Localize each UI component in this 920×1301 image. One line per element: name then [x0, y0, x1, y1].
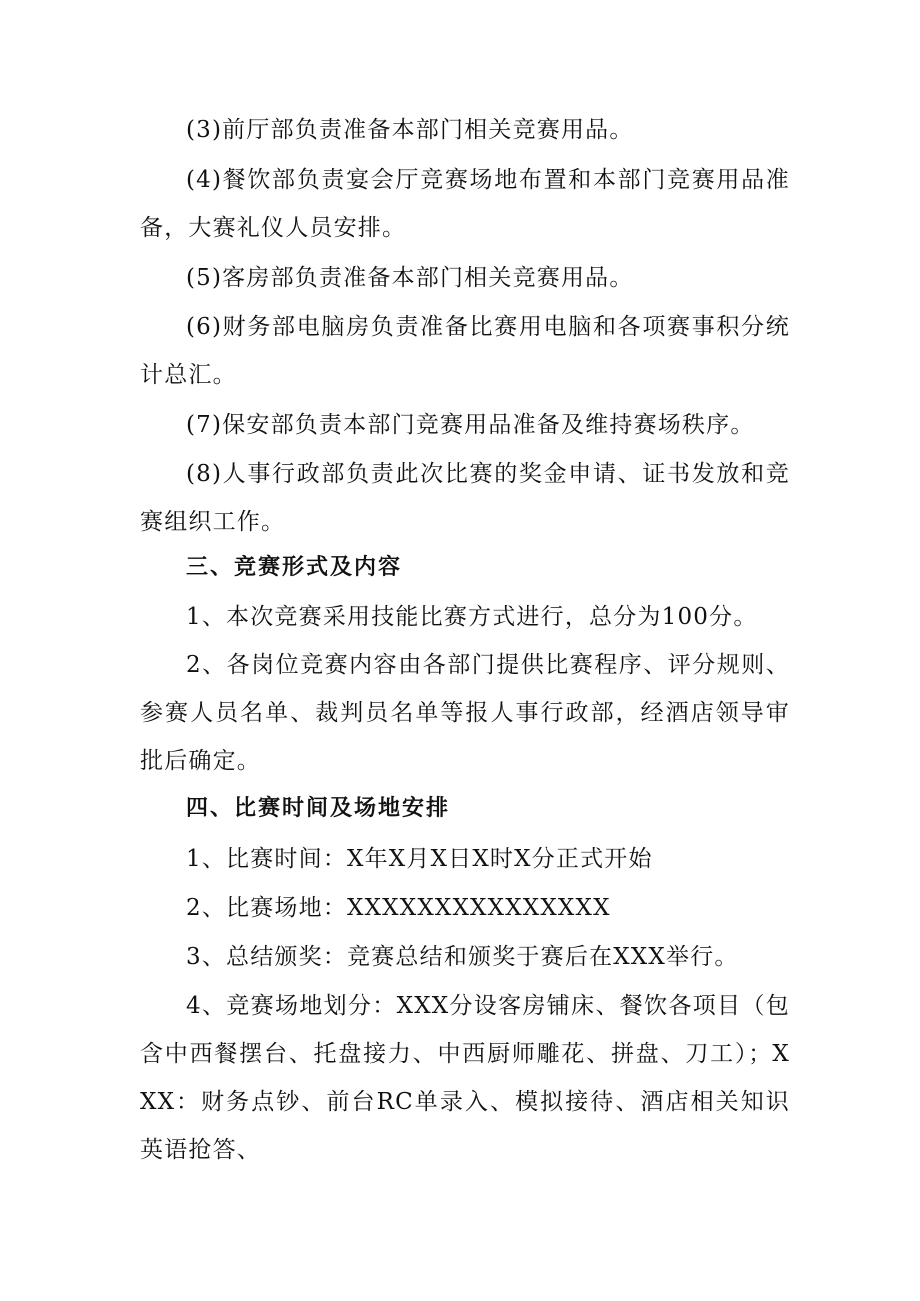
paragraph-venue-allocation: 4、竞赛场地划分：XXX分设客房铺床、餐饮各项目（包含中西餐摆台、托盘接力、中西厨师雕花、拼盘、刀工）；XXX：财务点钞、前台RC单录入、模拟接待、酒店相关知识英语抢答、: [140, 993, 790, 1163]
paragraph-finance-duty: (6)财务部电脑房负责准备比赛用电脑和各项赛事积分统计总汇。: [140, 314, 790, 388]
paragraph-catering-duty: (4)餐饮部负责宴会厅竞赛场地布置和本部门竞赛用品准备，大赛礼仪人员安排。: [140, 167, 790, 241]
paragraph-housekeeping-duty: (5)客房部负责准备本部门相关竞赛用品。: [186, 265, 634, 291]
paragraph-front-office-duty: (3)前厅部负责准备本部门相关竞赛用品。: [186, 117, 634, 143]
paragraph-security-duty: (7)保安部负责本部门竞赛用品准备及维持赛场秩序。: [186, 412, 755, 438]
section-heading-schedule-venue: 四、比赛时间及场地安排: [186, 796, 451, 821]
paragraph-scoring-method: 1、本次竞赛采用技能比赛方式进行，总分为100分。: [186, 604, 758, 630]
paragraph-competition-time: 1、比赛时间：X年X月X日X时X分正式开始: [186, 846, 653, 872]
paragraph-competition-venue: 2、比赛场地：XXXXXXXXXXXXXXX: [186, 895, 611, 921]
paragraph-competition-content: 2、各岗位竞赛内容由各部门提供比赛程序、评分规则、参赛人员名单、裁判员名单等报人事行政部，经酒店领导审批后确定。: [140, 652, 790, 774]
paragraph-awards-ceremony: 3、总结颁奖：竞赛总结和颁奖于赛后在XXX举行。: [186, 944, 739, 970]
section-heading-competition-format: 三、竞赛形式及内容: [186, 555, 403, 580]
paragraph-hr-duty: (8)人事行政部负责此次比赛的奖金申请、证书发放和竞赛组织工作。: [140, 461, 790, 535]
